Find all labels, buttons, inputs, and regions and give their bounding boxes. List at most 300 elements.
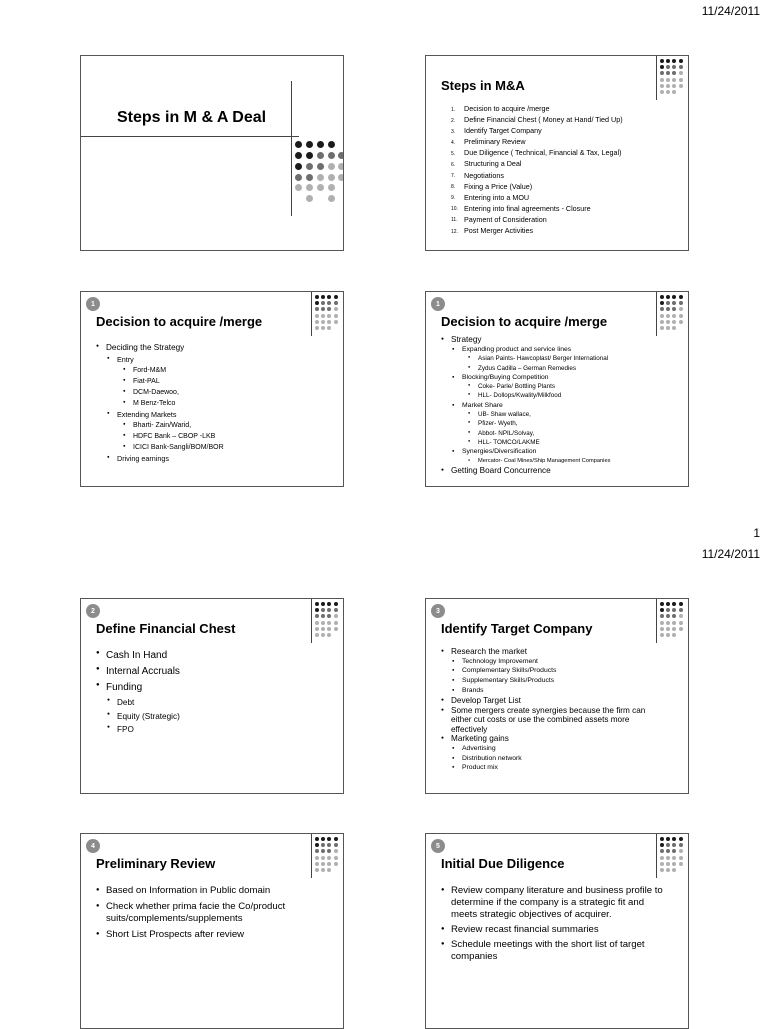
decorative-dot <box>321 314 325 318</box>
slide-identify-target-title: Identify Target Company <box>441 621 593 636</box>
decorative-dot <box>295 141 302 148</box>
decorative-dot-grid <box>660 602 683 637</box>
steps-list-item: 7. Negotiations <box>451 170 504 180</box>
decorative-dot-grid <box>315 602 338 637</box>
decorative-dot <box>666 837 670 841</box>
decorative-dot <box>295 163 302 170</box>
slide-due-diligence <box>425 833 689 1029</box>
decorative-dot <box>672 84 676 88</box>
decorative-dot <box>660 602 664 606</box>
steps-list-item: 10. Entering into final agreements - Closure <box>451 203 591 213</box>
decorative-dot <box>317 163 324 170</box>
decorative-dot <box>334 307 338 311</box>
decorative-dot <box>321 856 325 860</box>
list-item: ● Deciding the Strategy ● Entry ● Ford-M&M ● Fiat-PAL ● DCM-Daewoo, ● M Benz-Telco ● Extending Markets ● Bharti- Zain/Warid, ● HDFC Bank – CBOP -LKB ● ICICI Bank-Sangli/BOM/BOR ● Driving earnings <box>106 342 224 464</box>
list-item: ● Blocking/Buying Competition ● Coke- Parle/ Bottling Plants ● HLL- Dollops/Kwality/Milkfood <box>462 373 610 401</box>
decorative-dot <box>660 326 664 330</box>
list-item: ● Abbot- NPIL/Solvay, <box>478 429 610 438</box>
decorative-dot <box>672 59 676 63</box>
decorative-dot <box>666 849 670 853</box>
decorative-dot <box>327 307 331 311</box>
decorative-dot <box>672 295 676 299</box>
decorative-dot <box>327 295 331 299</box>
list-item: ● Internal Accruals <box>106 664 180 680</box>
decorative-dot <box>660 849 664 853</box>
decorative-dot <box>672 843 676 847</box>
page-number: 1 <box>753 526 760 540</box>
decorative-dot <box>660 90 664 94</box>
decorative-dot <box>672 633 676 637</box>
decorative-dot <box>315 307 319 311</box>
steps-list-item: 8. Fixing a Price (Value) <box>451 181 533 191</box>
decorative-dot <box>334 621 338 625</box>
decorative-dot <box>666 314 670 318</box>
decorative-dot <box>679 326 683 330</box>
decorative-dot <box>315 837 319 841</box>
decorative-dot <box>315 868 319 872</box>
decorative-dot <box>315 843 319 847</box>
decorative-dot <box>321 849 325 853</box>
identify-target-list <box>451 647 651 773</box>
decorative-dot <box>338 163 344 170</box>
decorative-dot <box>327 614 331 618</box>
list-item: ● Review recast financial summaries <box>451 924 671 936</box>
list-item: ● Distribution network <box>462 754 651 764</box>
decorative-dot <box>672 627 676 631</box>
slide-number-badge: 2 <box>86 604 100 618</box>
list-item: ● Mercator- Coal Mines/Ship Management Companies <box>478 457 610 466</box>
decorative-dot <box>679 307 683 311</box>
decorative-dot <box>672 78 676 82</box>
decorative-dot <box>306 174 313 181</box>
decorative-dot-grid <box>660 837 683 872</box>
list-item: ● Brands <box>462 686 651 696</box>
decorative-dot <box>660 84 664 88</box>
slide-number-badge: 5 <box>431 839 445 853</box>
strategy-list <box>106 342 224 464</box>
steps-list-item: 12. Post Merger Activities <box>451 226 534 236</box>
decorative-dot <box>672 621 676 625</box>
decorative-dot <box>321 326 325 330</box>
title-underline <box>81 136 299 137</box>
decorative-dot <box>666 627 670 631</box>
decorative-dot <box>666 295 670 299</box>
decorative-dot <box>327 602 331 606</box>
list-item: ● Bharti- Zain/Warid, <box>133 420 224 431</box>
decorative-dot <box>321 608 325 612</box>
decorative-dot <box>334 849 338 853</box>
list-item: ● M Benz-Telco <box>133 398 224 409</box>
decorative-dot <box>660 307 664 311</box>
list-item: ● Debt <box>117 696 180 710</box>
slide-decision-examples-title: Decision to acquire /merge <box>441 314 608 329</box>
decorative-dot <box>328 174 335 181</box>
decorative-dot <box>328 163 335 170</box>
decorative-dot <box>660 301 664 305</box>
list-item: ● Marketing gains ● Advertising ● Distribution network ● Product mix <box>451 734 651 773</box>
list-item: ● Research the market ● Technology Improvement ● Complementary Skills/Products ● Supplementary Skills/Products ● Brands <box>451 647 651 695</box>
list-item: ● Schedule meetings with the short list of target companies <box>451 939 671 963</box>
examples-list <box>451 335 610 476</box>
decorative-dot <box>321 868 325 872</box>
decorative-dot <box>317 141 324 148</box>
decorative-dot <box>660 837 664 841</box>
list-item: ● Strategy ● Expanding product and service lines ● Asian Paints- Hawcoplast/ Berger International ● Zydus Cadilla – German Remedies ● Blocking/Buying Competition ● Coke- Parle/ Bottling Plants ● HLL- Dollops/Kwality/Milkfood ● Market Share ● UB- Shaw wallace, ● Pfizer- Wyeth, ● Abbot- NPIL/Solvay, ● HLL- TOMCO/LAKME ● Synergies/Diversification ● Mercator- Coal Mines/Ship Management Companies <box>451 335 610 466</box>
decorative-dot <box>334 314 338 318</box>
decorative-dot <box>334 633 338 637</box>
decorative-dot <box>306 195 313 202</box>
decorative-dot <box>679 314 683 318</box>
decorative-dot <box>660 59 664 63</box>
decorative-dot <box>679 71 683 75</box>
header-vertical-rule <box>656 292 657 336</box>
list-item: ● Pfizer- Wyeth, <box>478 419 610 428</box>
steps-list-item: 9. Entering into a MOU <box>451 192 530 202</box>
decorative-dot <box>666 608 670 612</box>
decorative-dot <box>327 868 331 872</box>
decorative-dot <box>672 320 676 324</box>
decorative-dot <box>679 837 683 841</box>
decorative-dot <box>679 320 683 324</box>
decorative-dot <box>672 602 676 606</box>
decorative-dot <box>666 71 670 75</box>
decorative-dot <box>679 602 683 606</box>
decorative-dot-grid <box>295 141 344 202</box>
list-item: ● ICICI Bank-Sangli/BOM/BOR <box>133 442 224 453</box>
decorative-dot <box>328 152 335 159</box>
decorative-dot <box>666 868 670 872</box>
list-item: ● Entry ● Ford-M&M ● Fiat-PAL ● DCM-Daewoo, ● M Benz-Telco <box>117 354 224 409</box>
decorative-dot <box>315 856 319 860</box>
decorative-dot <box>660 627 664 631</box>
list-item: ● Ford-M&M <box>133 365 224 376</box>
decorative-dot <box>666 614 670 618</box>
decorative-dot <box>334 856 338 860</box>
decorative-dot-grid <box>315 295 338 330</box>
decorative-dot <box>666 621 670 625</box>
decorative-dot <box>321 602 325 606</box>
decorative-dot <box>679 78 683 82</box>
list-item: ● Extending Markets ● Bharti- Zain/Warid, ● HDFC Bank – CBOP -LKB ● ICICI Bank-Sangli/BOM/BOR <box>117 409 224 453</box>
steps-list-item: 4. Preliminary Review <box>451 137 526 147</box>
decorative-dot <box>660 65 664 69</box>
slide-due-diligence-title: Initial Due Diligence <box>441 856 565 871</box>
decorative-dot <box>672 849 676 853</box>
decorative-dot <box>666 326 670 330</box>
decorative-dot <box>672 614 676 618</box>
decorative-dot <box>321 621 325 625</box>
decorative-dot <box>328 184 335 191</box>
decorative-dot <box>679 59 683 63</box>
slide-number-badge: 4 <box>86 839 100 853</box>
decorative-dot <box>666 602 670 606</box>
decorative-dot <box>679 856 683 860</box>
slide-financial-chest <box>80 598 344 794</box>
decorative-dot <box>321 837 325 841</box>
decorative-dot <box>672 608 676 612</box>
header-vertical-rule <box>656 834 657 878</box>
steps-list-item: 6. Structuring a Deal <box>451 159 522 169</box>
decorative-dot <box>672 71 676 75</box>
list-item: ● Getting Board Concurrence <box>451 466 610 476</box>
header-vertical-rule <box>311 292 312 336</box>
decorative-dot <box>672 862 676 866</box>
decorative-dot <box>317 152 324 159</box>
decorative-dot <box>327 320 331 324</box>
decorative-dot <box>679 90 683 94</box>
decorative-dot-grid <box>315 837 338 872</box>
decorative-dot <box>666 78 670 82</box>
decorative-dot <box>306 184 313 191</box>
decorative-dot <box>315 314 319 318</box>
decorative-dot <box>666 65 670 69</box>
list-item: ● Based on Information in Public domain <box>106 885 321 897</box>
header-vertical-rule <box>311 599 312 643</box>
title-vertical-rule <box>291 81 292 216</box>
slide-steps <box>425 55 689 251</box>
decorative-dot <box>327 837 331 841</box>
decorative-dot <box>334 862 338 866</box>
decorative-dot <box>334 868 338 872</box>
decorative-dot <box>328 141 335 148</box>
decorative-dot <box>317 184 324 191</box>
decorative-dot <box>295 184 302 191</box>
decorative-dot <box>679 295 683 299</box>
list-item: ● Complementary Skills/Products <box>462 666 651 676</box>
decorative-dot <box>672 837 676 841</box>
list-item: ● Some mergers create synergies because the firm can either cut costs or use the combined assets more effectively <box>451 706 651 735</box>
decorative-dot <box>666 84 670 88</box>
decorative-dot <box>321 614 325 618</box>
decorative-dot <box>334 614 338 618</box>
slide-number-badge: 3 <box>431 604 445 618</box>
list-item: ● Funding ● Debt ● Equity (Strategic) ● FPO <box>106 680 180 737</box>
decorative-dot <box>315 621 319 625</box>
decorative-dot <box>315 326 319 330</box>
slide-number-badge: 1 <box>86 297 100 311</box>
list-item: ● Advertising <box>462 744 651 754</box>
decorative-dot <box>672 314 676 318</box>
decorative-dot <box>666 301 670 305</box>
decorative-dot <box>338 174 344 181</box>
decorative-dot <box>327 301 331 305</box>
decorative-dot <box>660 856 664 860</box>
decorative-dot <box>327 326 331 330</box>
decorative-dot <box>666 843 670 847</box>
decorative-dot <box>315 862 319 866</box>
decorative-dot <box>660 295 664 299</box>
decorative-dot <box>672 326 676 330</box>
decorative-dot <box>315 295 319 299</box>
steps-list-item: 2. Define Financial Chest ( Money at Hand/ Tied Up) <box>451 115 623 125</box>
decorative-dot <box>327 608 331 612</box>
decorative-dot <box>679 301 683 305</box>
decorative-dot <box>660 78 664 82</box>
decorative-dot <box>666 633 670 637</box>
decorative-dot <box>306 152 313 159</box>
decorative-dot <box>679 65 683 69</box>
list-item: ● Technology Improvement <box>462 657 651 667</box>
decorative-dot <box>334 843 338 847</box>
decorative-dot <box>334 301 338 305</box>
list-item: ● Driving earnings <box>117 453 224 464</box>
decorative-dot <box>338 184 344 191</box>
decorative-dot <box>679 84 683 88</box>
decorative-dot <box>327 633 331 637</box>
decorative-dot-grid <box>660 295 683 330</box>
decorative-dot <box>321 862 325 866</box>
decorative-dot <box>317 174 324 181</box>
decorative-dot <box>666 862 670 866</box>
list-item: ● Coke- Parle/ Bottling Plants <box>478 382 610 391</box>
decorative-dot <box>334 602 338 606</box>
list-item: ● Equity (Strategic) <box>117 710 180 724</box>
slide-preliminary-review <box>80 833 344 1029</box>
decorative-dot <box>672 307 676 311</box>
list-item: ● Asian Paints- Hawcoplast/ Berger International <box>478 354 610 363</box>
list-item: ● Cash In Hand <box>106 648 180 664</box>
list-item: ● DCM-Daewoo, <box>133 387 224 398</box>
list-item: ● Develop Target List <box>451 696 651 706</box>
decorative-dot <box>306 141 313 148</box>
slide-number-badge: 1 <box>431 297 445 311</box>
decorative-dot <box>679 608 683 612</box>
list-item: ● HLL- TOMCO/LAKME <box>478 438 610 447</box>
decorative-dot <box>321 295 325 299</box>
decorative-dot <box>327 849 331 853</box>
decorative-dot <box>317 195 324 202</box>
decorative-dot <box>660 868 664 872</box>
slide-preliminary-review-title: Preliminary Review <box>96 856 216 871</box>
decorative-dot <box>327 856 331 860</box>
decorative-dot <box>327 314 331 318</box>
steps-list-item: 3. Identify Target Company <box>451 126 542 136</box>
decorative-dot <box>679 633 683 637</box>
slide-steps-title: Steps in M&A <box>441 78 525 93</box>
list-item: ● Check whether prima facie the Co/product suits/complements/supplements <box>106 901 321 925</box>
decorative-dot <box>672 90 676 94</box>
decorative-dot-grid <box>660 59 683 94</box>
page-date-mid: 11/24/2011 <box>701 547 760 561</box>
decorative-dot <box>295 195 302 202</box>
decorative-dot <box>672 868 676 872</box>
slide-financial-chest-title: Define Financial Chest <box>96 621 236 636</box>
list-item: ● HDFC Bank – CBOP -LKB <box>133 431 224 442</box>
list-item: ● Zydus Cadilla – German Remedies <box>478 364 610 373</box>
decorative-dot <box>666 320 670 324</box>
decorative-dot <box>672 65 676 69</box>
decorative-dot <box>315 633 319 637</box>
decorative-dot <box>679 868 683 872</box>
decorative-dot <box>315 627 319 631</box>
list-item: ● Expanding product and service lines ● Asian Paints- Hawcoplast/ Berger International ● Zydus Cadilla – German Remedies <box>462 345 610 373</box>
slide-decision-strategy <box>80 291 344 487</box>
decorative-dot <box>660 608 664 612</box>
decorative-dot <box>334 326 338 330</box>
decorative-dot <box>321 843 325 847</box>
decorative-dot <box>666 307 670 311</box>
decorative-dot <box>338 195 344 202</box>
decorative-dot <box>327 621 331 625</box>
steps-list-item: 5. Due Diligence ( Technical, Financial & Tax, Legal) <box>451 148 622 158</box>
decorative-dot <box>295 174 302 181</box>
slide-identify-target <box>425 598 689 794</box>
decorative-dot <box>660 614 664 618</box>
due-diligence-list <box>451 885 671 963</box>
decorative-dot <box>660 843 664 847</box>
header-vertical-rule <box>311 834 312 878</box>
decorative-dot <box>334 608 338 612</box>
list-item: ● Product mix <box>462 763 651 773</box>
decorative-dot <box>338 141 344 148</box>
decorative-dot <box>666 90 670 94</box>
decorative-dot <box>315 849 319 853</box>
list-item: ● Supplementary Skills/Products <box>462 676 651 686</box>
decorative-dot <box>660 314 664 318</box>
list-item: ● Synergies/Diversification ● Mercator- Coal Mines/Ship Management Companies <box>462 447 610 466</box>
slide-decision-strategy-title: Decision to acquire /merge <box>96 314 263 329</box>
steps-vertical-rule <box>656 56 657 100</box>
steps-list-item: 11. Payment of Consideration <box>451 214 547 224</box>
decorative-dot <box>679 843 683 847</box>
decorative-dot <box>306 163 313 170</box>
slide-title <box>80 55 344 251</box>
list-item: ● UB- Shaw wallace, <box>478 410 610 419</box>
decorative-dot <box>679 614 683 618</box>
financial-chest-list <box>106 648 180 737</box>
decorative-dot <box>321 627 325 631</box>
decorative-dot <box>334 837 338 841</box>
decorative-dot <box>327 843 331 847</box>
decorative-dot <box>315 608 319 612</box>
decorative-dot <box>338 152 344 159</box>
page-date-top: 11/24/2011 <box>701 4 760 18</box>
decorative-dot <box>660 633 664 637</box>
list-item: ● Market Share ● UB- Shaw wallace, ● Pfizer- Wyeth, ● Abbot- NPIL/Solvay, ● HLL- TOMCO/LAKME <box>462 401 610 447</box>
decorative-dot <box>315 320 319 324</box>
slide-decision-examples <box>425 291 689 487</box>
list-item: ● HLL- Dollops/Kwality/Milkfood <box>478 391 610 400</box>
decorative-dot <box>315 602 319 606</box>
slide-title-heading: Steps in M & A Deal <box>117 109 267 126</box>
decorative-dot <box>315 614 319 618</box>
decorative-dot <box>672 301 676 305</box>
list-item: ● Short List Prospects after review <box>106 929 321 941</box>
decorative-dot <box>679 627 683 631</box>
decorative-dot <box>660 862 664 866</box>
decorative-dot <box>315 301 319 305</box>
decorative-dot <box>666 856 670 860</box>
list-item: ● Review company literature and business profile to determine if the company is a strategic fit and meets strategic objectives of acquirer. <box>451 885 671 921</box>
decorative-dot <box>321 320 325 324</box>
decorative-dot <box>334 295 338 299</box>
decorative-dot <box>679 849 683 853</box>
decorative-dot <box>672 856 676 860</box>
decorative-dot <box>321 633 325 637</box>
decorative-dot <box>327 627 331 631</box>
decorative-dot <box>334 320 338 324</box>
decorative-dot <box>327 862 331 866</box>
decorative-dot <box>666 59 670 63</box>
decorative-dot <box>660 71 664 75</box>
decorative-dot <box>328 195 335 202</box>
steps-list <box>451 104 623 237</box>
decorative-dot <box>295 152 302 159</box>
header-vertical-rule <box>656 599 657 643</box>
steps-list-item: 1. Decision to acquire /merge <box>451 104 550 113</box>
decorative-dot <box>660 320 664 324</box>
decorative-dot <box>660 621 664 625</box>
